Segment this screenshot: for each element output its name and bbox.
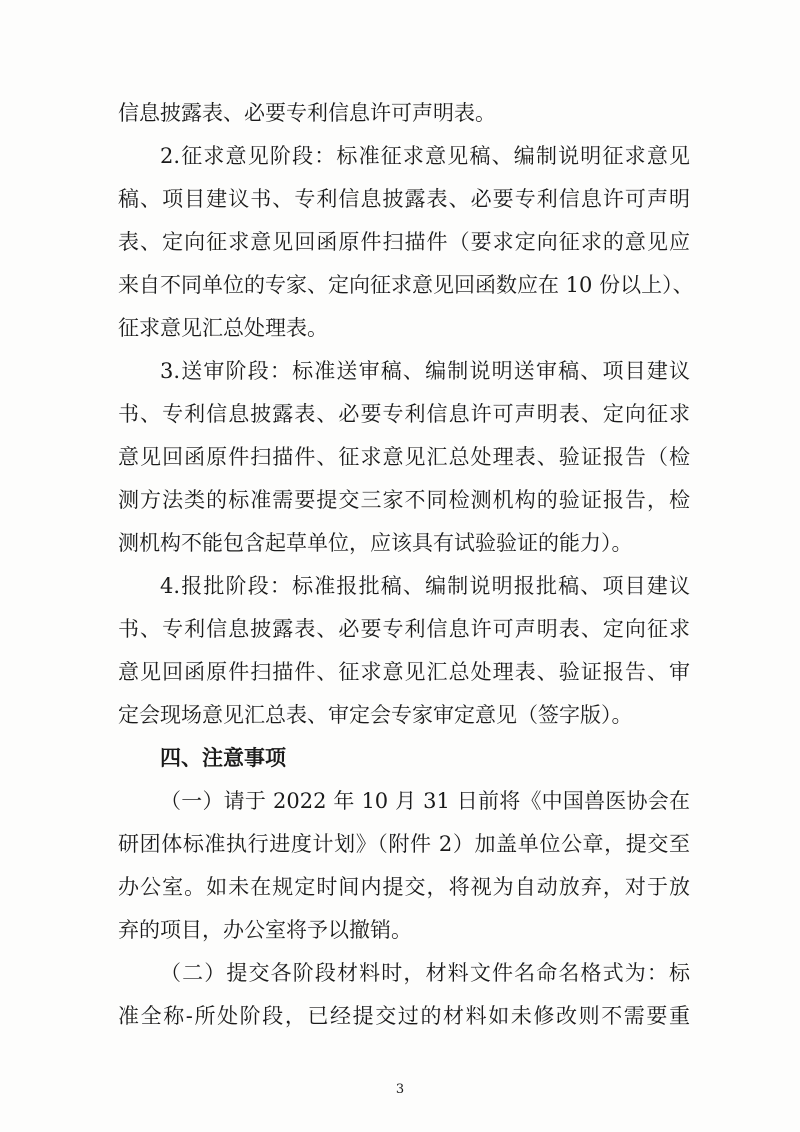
text-line: 书、专利信息披露表、必要专利信息许可声明表、定向征求 <box>118 617 690 641</box>
text-line: （二）提交各阶段材料时，材料文件名命名格式为：标 <box>160 961 690 985</box>
text-line: 信息披露表、必要专利信息许可声明表。 <box>118 101 496 125</box>
text-line: 2.征求意见阶段：标准征求意见稿、编制说明征求意见 <box>160 144 690 168</box>
text-line: 意见回函原件扫描件、征求意见汇总处理表、验证报告（检 <box>118 445 690 469</box>
text-line: 弃的项目，办公室将予以撤销。 <box>118 918 412 942</box>
text-line: 书、专利信息披露表、必要专利信息许可声明表、定向征求 <box>118 402 690 426</box>
text-line: （一）请于 2022 年 10 月 31 日前将《中国兽医协会在 <box>160 789 690 813</box>
text-line: 定会现场意见汇总表、审定会专家审定意见（签字版）。 <box>118 703 633 727</box>
page-number: 3 <box>395 1082 405 1097</box>
text-line: 征求意见汇总处理表。 <box>118 316 328 340</box>
text-line: 测机构不能包含起草单位，应该具有试验验证的能力）。 <box>118 531 633 555</box>
text-line: 准全称-所处阶段，已经提交过的材料如未修改则不需要重 <box>118 1004 690 1028</box>
text-line: 稿、项目建议书、专利信息披露表、必要专利信息许可声明 <box>118 187 690 211</box>
text-line: 办公室。如未在规定时间内提交，将视为自动放弃，对于放 <box>118 875 690 899</box>
text-line: 3.送审阶段：标准送审稿、编制说明送审稿、项目建议 <box>160 359 690 383</box>
section-heading: 四、注意事项 <box>160 746 286 770</box>
text-line: 测方法类的标准需要提交三家不同检测机构的验证报告，检 <box>118 488 690 512</box>
text-line: 来自不同单位的专家、定向征求意见回函数应在 10 份以上）、 <box>118 273 694 297</box>
text-line: 表、定向征求意见回函原件扫描件（要求定向征求的意见应 <box>118 230 690 254</box>
text-line: 研团体标准执行进度计划》（附件 2）加盖单位公章，提交至 <box>118 832 690 856</box>
text-line: 4.报批阶段：标准报批稿、编制说明报批稿、项目建议 <box>160 574 690 598</box>
text-line: 意见回函原件扫描件、征求意见汇总处理表、验证报告、审 <box>118 660 690 684</box>
